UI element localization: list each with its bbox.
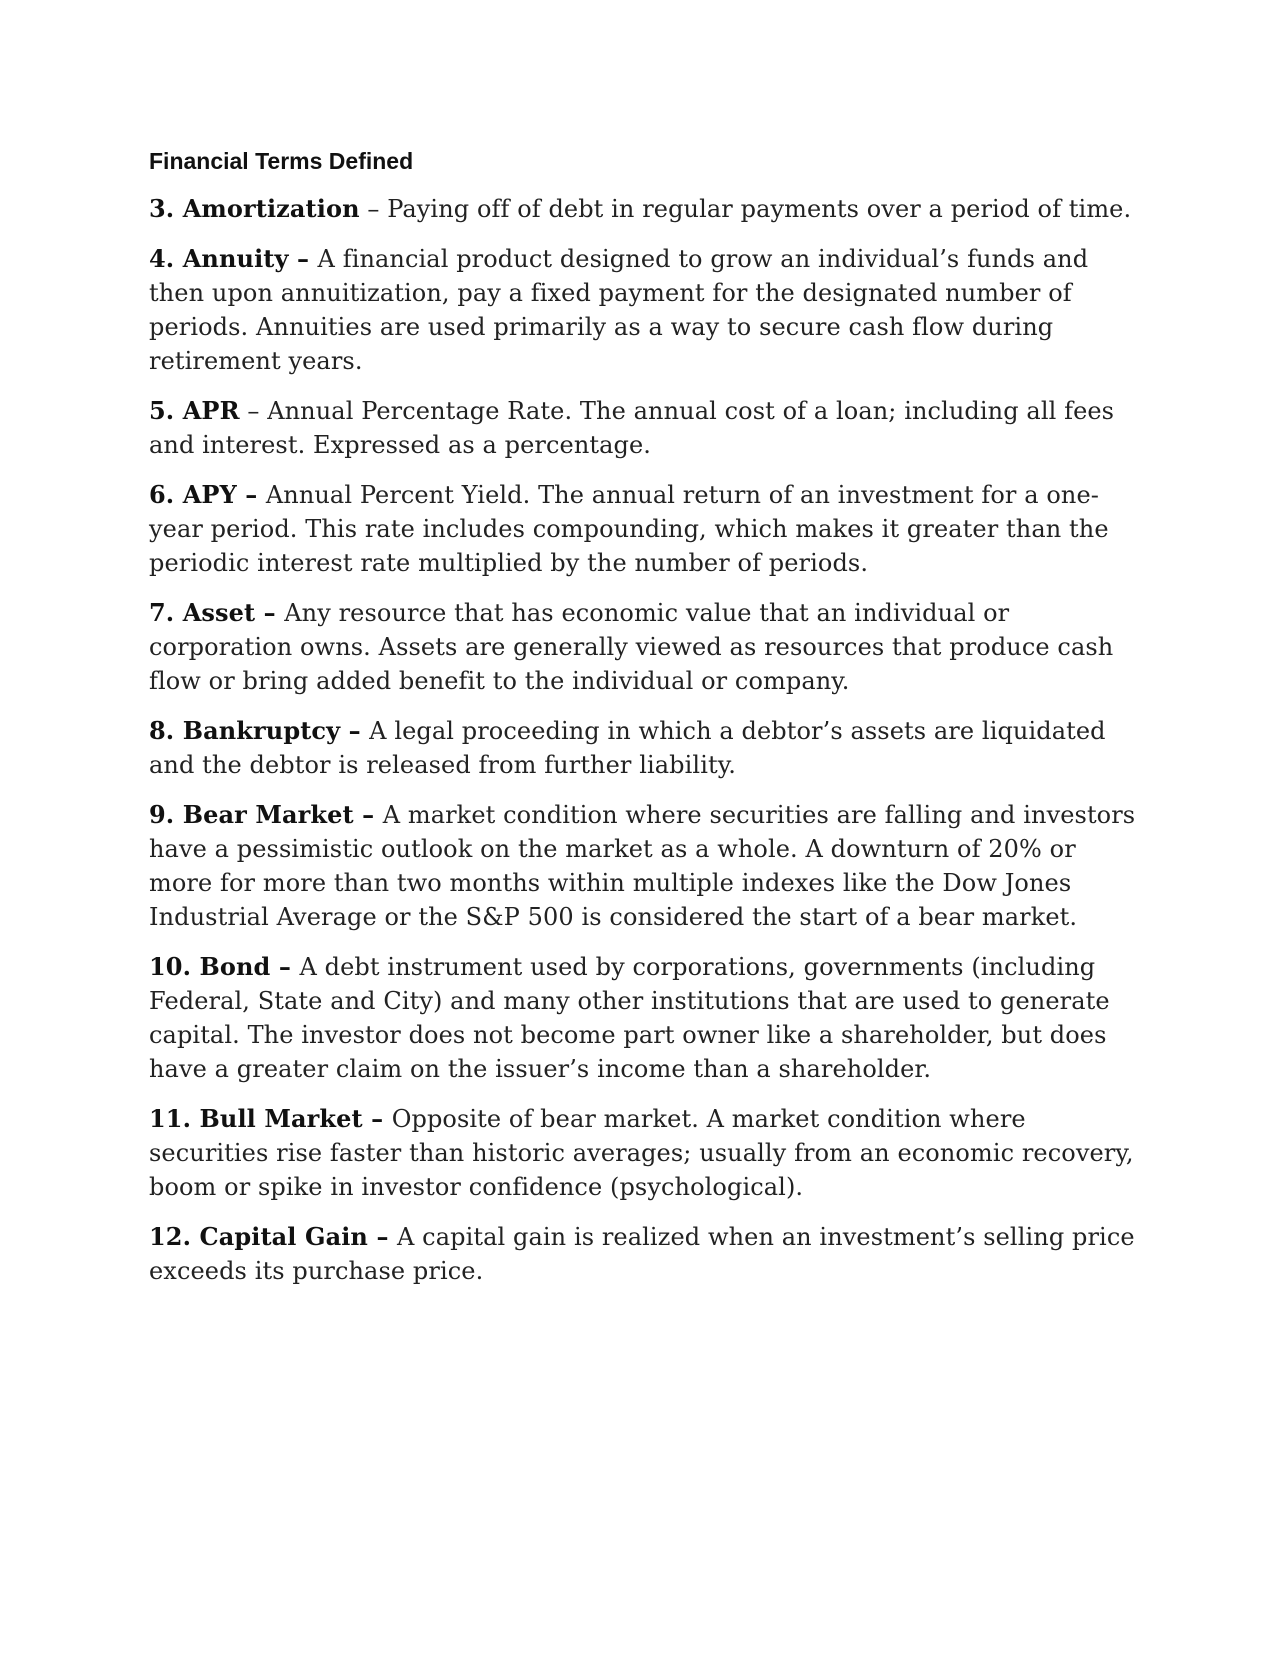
term-annuity xyxy=(149,242,1139,378)
term-bankruptcy xyxy=(149,714,1139,782)
term-definition: A legal proceeding in which a debtor’s assets are liquidated and the debtor is released from further liability. xyxy=(149,717,1106,779)
term-heading: 3. Amortization xyxy=(149,194,360,223)
term-asset xyxy=(149,596,1139,698)
term-dash: – xyxy=(239,397,268,425)
term-bond xyxy=(149,950,1139,1086)
term-definition: Paying off of debt in regular payments over a period of time. xyxy=(387,195,1132,223)
term-amortization xyxy=(149,192,1139,226)
term-dash: – xyxy=(359,195,388,223)
term-apr xyxy=(149,394,1139,462)
term-heading: 9. Bear Market – xyxy=(149,800,383,829)
page-title: Financial Terms Defined xyxy=(149,148,414,174)
term-definition: A market condition where securities are falling and investors have a pessimistic outlook on the market as a whole. A downturn of 20% or more for more than two months within multiple indexes like the Dow Jones Industrial Average or the S&P 500 is considered the start of a bear market. xyxy=(149,801,1136,931)
term-apy xyxy=(149,478,1139,580)
term-heading: 8. Bankruptcy – xyxy=(149,716,370,745)
term-heading: 4. Annuity – xyxy=(149,244,318,273)
term-heading: 7. Asset – xyxy=(149,598,285,627)
term-heading: 6. APY – xyxy=(149,480,266,509)
term-definition: A debt instrument used by corporations, governments (including Federal, State and City) and many other institutions that are used to generate capital. The investor does not become part owner like a shareholder, but does have a greater claim on the issuer’s income than a shareholder. xyxy=(149,953,1110,1083)
term-heading: 12. Capital Gain – xyxy=(149,1222,397,1251)
document-body xyxy=(149,146,1139,1304)
term-heading: 5. APR xyxy=(149,396,240,425)
term-definition: A financial product designed to grow an individual’s funds and then upon annuitization, pay a fixed payment for the designated number of periods. Annuities are used primarily as a way to secure cash flow during retirement years. xyxy=(149,245,1089,375)
term-heading: 10. Bond – xyxy=(149,952,300,981)
term-capital-gain xyxy=(149,1220,1139,1288)
term-bear-market xyxy=(149,798,1139,934)
term-definition: Opposite of bear market. A market condition where securities rise faster than historic averages; usually from an economic recovery, boom or spike in investor confidence (psychological). xyxy=(149,1105,1134,1201)
term-definition: Any resource that has economic value that an individual or corporation owns. Assets are generally viewed as resources that produce cash flow or bring added benefit to the individual or company. xyxy=(149,599,1114,695)
term-definition: Annual Percent Yield. The annual return of an investment for a one-year period. This rate includes compounding, which makes it greater than the periodic interest rate multiplied by the number of periods. xyxy=(149,481,1109,577)
term-definition: Annual Percentage Rate. The annual cost of a loan; including all fees and interest. Expressed as a percentage. xyxy=(149,397,1115,459)
term-definition: A capital gain is realized when an investment’s selling price exceeds its purchase price. xyxy=(149,1223,1135,1285)
term-bull-market xyxy=(149,1102,1139,1204)
term-heading: 11. Bull Market – xyxy=(149,1104,392,1133)
